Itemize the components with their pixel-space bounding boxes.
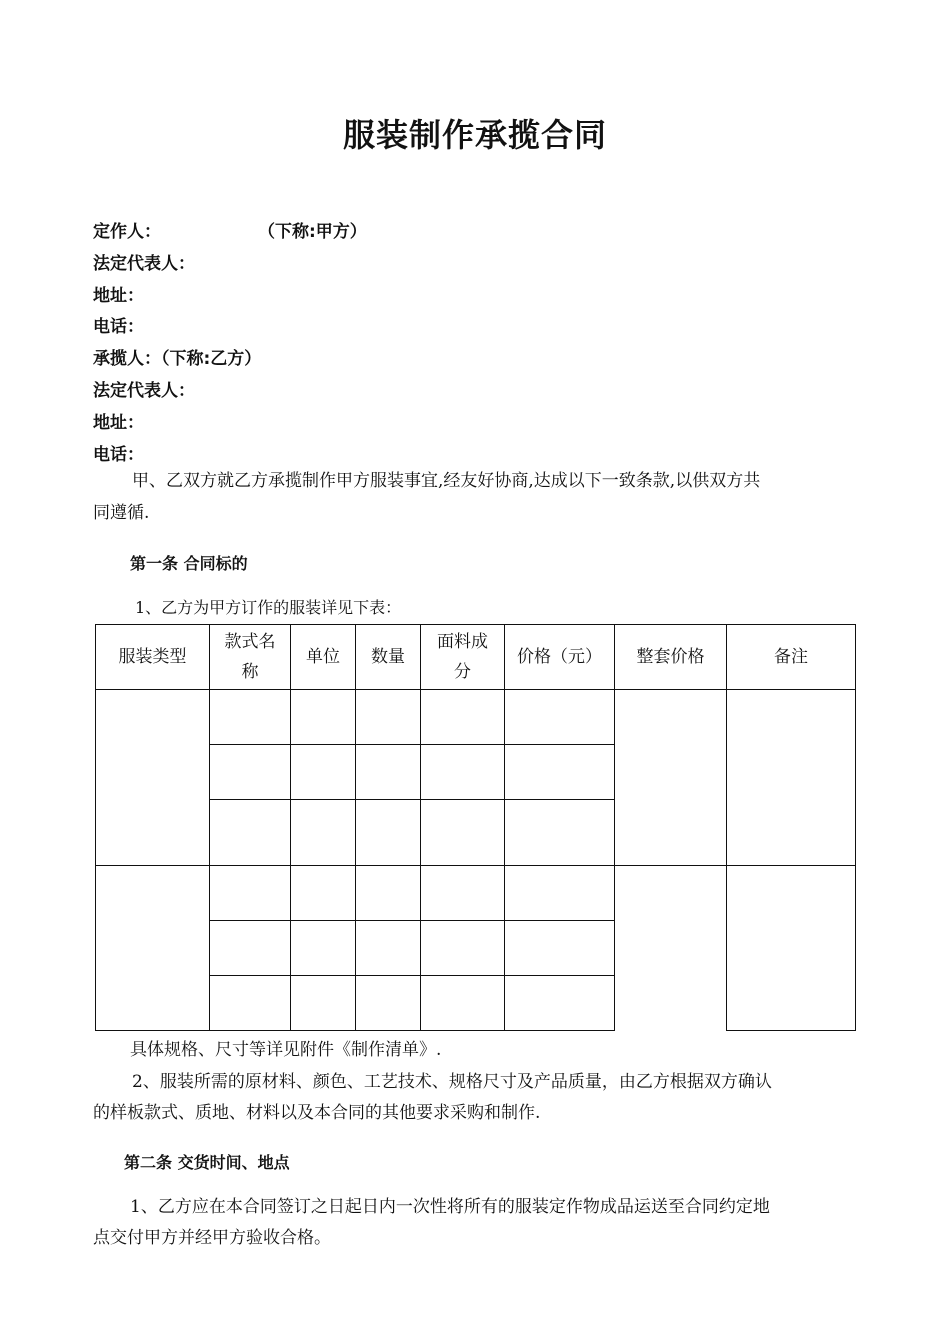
table-cell — [356, 690, 421, 745]
article2-heading: 第二条 交货时间、地点 — [124, 1153, 290, 1172]
table-cell — [421, 976, 505, 1031]
table-cell — [210, 690, 291, 745]
table-cell — [727, 866, 856, 1031]
table-cell — [505, 745, 615, 800]
table-cell — [291, 866, 356, 921]
contractor-address-label: 地址： — [93, 413, 144, 433]
table-cell — [356, 976, 421, 1031]
client-phone-label: 电话： — [93, 317, 144, 337]
table-cell — [421, 745, 505, 800]
client-label: 定作人： — [93, 222, 161, 242]
table-cell — [291, 976, 356, 1031]
table-cell — [210, 800, 291, 866]
header-unit: 单位 — [291, 625, 356, 690]
table-cell — [505, 690, 615, 745]
table-cell — [356, 866, 421, 921]
preamble-line-1: 甲、乙双方就乙方承揽制作甲方服装事宜,经友好协商,达成以下一致条款,以供双方共 — [132, 471, 761, 491]
after-table-note: 具体规格、尺寸等详见附件《制作清单》. — [130, 1040, 442, 1060]
table-cell — [505, 800, 615, 866]
header-quantity: 数量 — [356, 625, 421, 690]
table-cell — [421, 800, 505, 866]
header-price: 价格（元） — [505, 625, 615, 690]
header-set-price: 整套价格 — [615, 625, 727, 690]
table-cell — [291, 921, 356, 976]
client-address-label: 地址： — [93, 286, 144, 306]
article1-heading: 第一条 合同标的 — [130, 554, 248, 573]
table-cell — [210, 921, 291, 976]
table-cell — [421, 921, 505, 976]
header-type: 服装类型 — [96, 625, 210, 690]
document-title: 服装制作承揽合同 — [342, 116, 607, 154]
garment-table — [95, 624, 856, 1031]
table-cell — [356, 800, 421, 866]
header-fabric — [421, 625, 505, 690]
client-alias: （下称:甲方） — [258, 222, 367, 242]
table-cell — [356, 921, 421, 976]
header-remarks: 备注 — [727, 625, 856, 690]
article1-item1: 1、乙方为甲方订作的服装详见下表： — [135, 598, 402, 617]
table-cell — [421, 866, 505, 921]
article2-item1-line1: 1、乙方应在本合同签订之日起日内一次性将所有的服装定作物成品运送至合同约定地 — [130, 1197, 770, 1217]
contractor-rep-label: 法定代表人： — [93, 381, 195, 401]
header-style-name — [210, 625, 291, 690]
table-cell — [96, 866, 210, 1031]
preamble-line-2: 同遵循. — [93, 503, 150, 523]
table-cell — [727, 690, 856, 866]
header-style-name-line1: 款式名 — [224, 632, 276, 652]
header-fabric-line2: 分 — [454, 662, 471, 682]
table-cell — [210, 745, 291, 800]
client-rep-label: 法定代表人： — [93, 254, 195, 274]
table-cell — [615, 866, 727, 1031]
table-cell — [421, 690, 505, 745]
contractor-phone-label: 电话： — [93, 445, 144, 465]
article2-item1-line2: 点交付甲方并经甲方验收合格。 — [93, 1228, 331, 1248]
table-cell — [291, 800, 356, 866]
table-cell — [505, 921, 615, 976]
table-cell — [210, 866, 291, 921]
header-fabric-line1: 面料成 — [437, 632, 488, 652]
article1-item2-line1: 2、服装所需的原材料、颜色、工艺技术、规格尺寸及产品质量，由乙方根据双方确认 — [132, 1072, 772, 1092]
table-cell — [210, 976, 291, 1031]
table-cell — [356, 745, 421, 800]
table-row — [96, 866, 856, 921]
table-row — [96, 690, 856, 745]
contractor-label: 承揽人：（下称:乙方） — [93, 349, 262, 369]
table-cell — [505, 866, 615, 921]
table-cell — [96, 690, 210, 866]
table-cell — [291, 690, 356, 745]
table-cell — [505, 976, 615, 1031]
table-cell — [291, 745, 356, 800]
article1-item2-line2: 的样板款式、质地、材料以及本合同的其他要求采购和制作. — [93, 1103, 541, 1123]
table-cell — [615, 690, 727, 866]
header-style-name-line2: 称 — [241, 662, 259, 682]
table-header-row — [96, 625, 856, 690]
